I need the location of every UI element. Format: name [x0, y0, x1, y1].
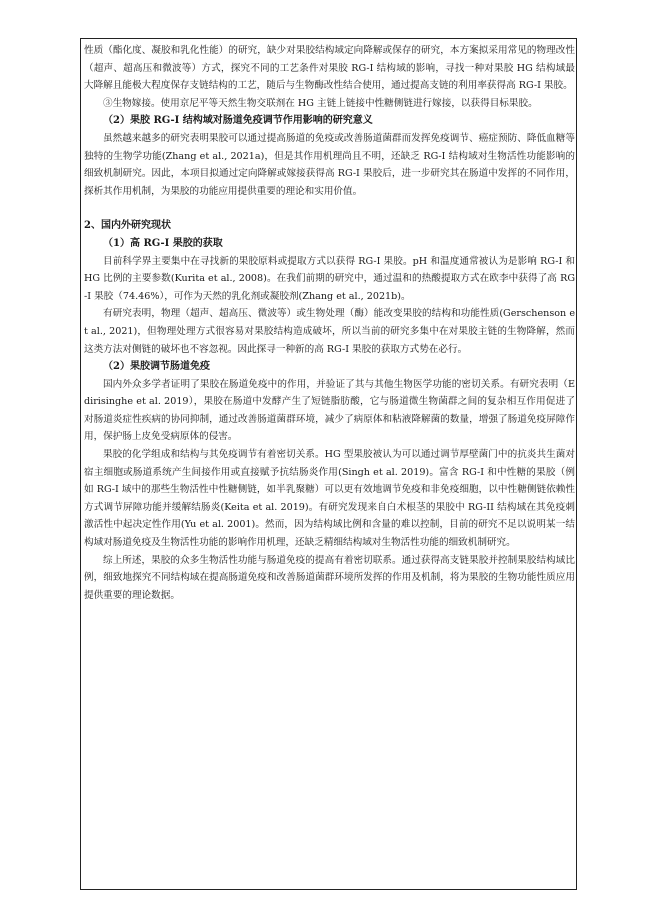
status-heading: 2、国内外研究现状 [84, 220, 171, 232]
section-spacer [84, 200, 575, 217]
intro-item-3: ③生物嫁接。使用京尼平等天然生物交联剂在 HG 主链上链接中性糖侧链进行嫁接，以获得目标果胶。 [103, 97, 538, 109]
sub2-paragraph-3: 综上所述，果胶的众多生物活性功能与肠道免疫的提高有着密切联系。通过获得高支链果胶并控制果胶结构域比例，细致地探究不同结构域在提高肠道免疫和改善肠道菌群环境所发挥的作用及机制，将为果胶的生物功能性质应用提供重要的理论数据。 [84, 554, 575, 601]
significance-paragraph: 虽然越来越多的研究表明果胶可以通过提高肠道的免疫或改善肠道菌群而发挥免疫调节、癌症预防、降低血糖等独特的生物学功能(Zhang et al., 2021a)，但是其作用机理尚且不明，还缺乏 RG-I 结构域对生物活性功能影响的细致机制研究。因此，本项目拟通过定向降解或嫁接获得高 RG-I 果胶后，进一步研究其在肠道中发挥的不同作用，探析其作用机制，为果胶的功能应用提供重要的理论和实用价值。 [84, 132, 575, 197]
intro-continuation: 性质（酯化度、凝胶和乳化性能）的研究，缺少对果胶结构域定向降解或保存的研究，本方案拟采用常见的物理改性（超声、超高压和微波等）方式，探究不同的工艺条件对果胶 RG-I 结构域的影响，寻找一种对果胶 HG 结构域最大降解且能极大程度保存支链结构的工艺，随后与生物酶改性结合使用，通过提高支链的利用率获得高 RG-I 果胶。 [84, 45, 575, 92]
sub1-paragraph-2: 有研究表明，物理（超声、超高压、微波等）或生物处理（酶）能改变果胶的结构和功能性质(Gerschenson et al., 2021)，但物理处理方式很容易对果胶结构造成破坏，所以当前的研究多集中在对果胶主链的生物降解，然而这类方法对侧链的破坏也不容忽视。因此探寻一种新的高 RG-I 果胶的获取方式势在必行。 [84, 308, 575, 355]
sub2-paragraph-1: 国内外众多学者证明了果胶在肠道免疫中的作用，并验证了其与其他生物医学功能的密切关系。有研究表明（Edirisinghe et al. 2019），果胶在肠道中发酵产生了短链脂肪酸，它与肠道微生物菌群之间的复杂相互作用促进了对肠道炎症性疾病的协同抑制，通过改善肠道菌群环境，减少了病原体和粘液降解菌的数量，增强了肠道免疫屏障作用，保护肠上皮免受病原体的侵害。 [84, 378, 575, 443]
sub1-paragraph-1: 目前科学界主要集中在寻找新的果胶原料或提取方式以获得 RG-I 果胶。pH 和温度通常被认为是影响 RG-I 和 HG 比例的主要参数(Kurita et al., 2008)。在我们前期的研究中，通过温和的热酸提取方式在欧李中获得了高 RG-I 果胶（74.46%），可作为天然的乳化剂或凝胶剂(Zhang et al., 2021b)。 [84, 255, 575, 302]
sub2-paragraph-2: 果胶的化学组成和结构与其免疫调节有着密切关系。HG 型果胶被认为可以通过调节厚壁菌门中的抗炎共生菌对宿主细胞或肠道系统产生间接作用或直接赋予抗结肠炎作用(Singh et al. 2019)。富含 RG-I 和中性糖的果胶（例如 RG-I 域中的那些生物活性中性糖侧链，如半乳聚糖）可以更有效地调节免疫和非免疫细胞，以中性糖侧链依赖性方式调节屏障功能并缓解结肠炎(Keita et al. 2019)。有研究发现来自白术根茎的果胶中 RG-II 结构域在其免疫刺激活性中起决定性作用(Yu et al. 2001)。然而，因为结构域比例和含量的难以控制，目前的研究不足以说明某一结构域对肠道免疫及生物活性功能的影响作用机理，还缺乏精细结构域对生物活性功能的细致机制研究。 [84, 449, 575, 549]
significance-heading: （2）果胶 RG-I 结构域对肠道免疫调节作用影响的研究意义 [103, 115, 373, 127]
document-body [84, 42, 575, 604]
sub1-heading: （1）高 RG-I 果胶的获取 [103, 237, 223, 249]
sub2-heading: （2）果胶调节肠道免疫 [103, 361, 210, 373]
